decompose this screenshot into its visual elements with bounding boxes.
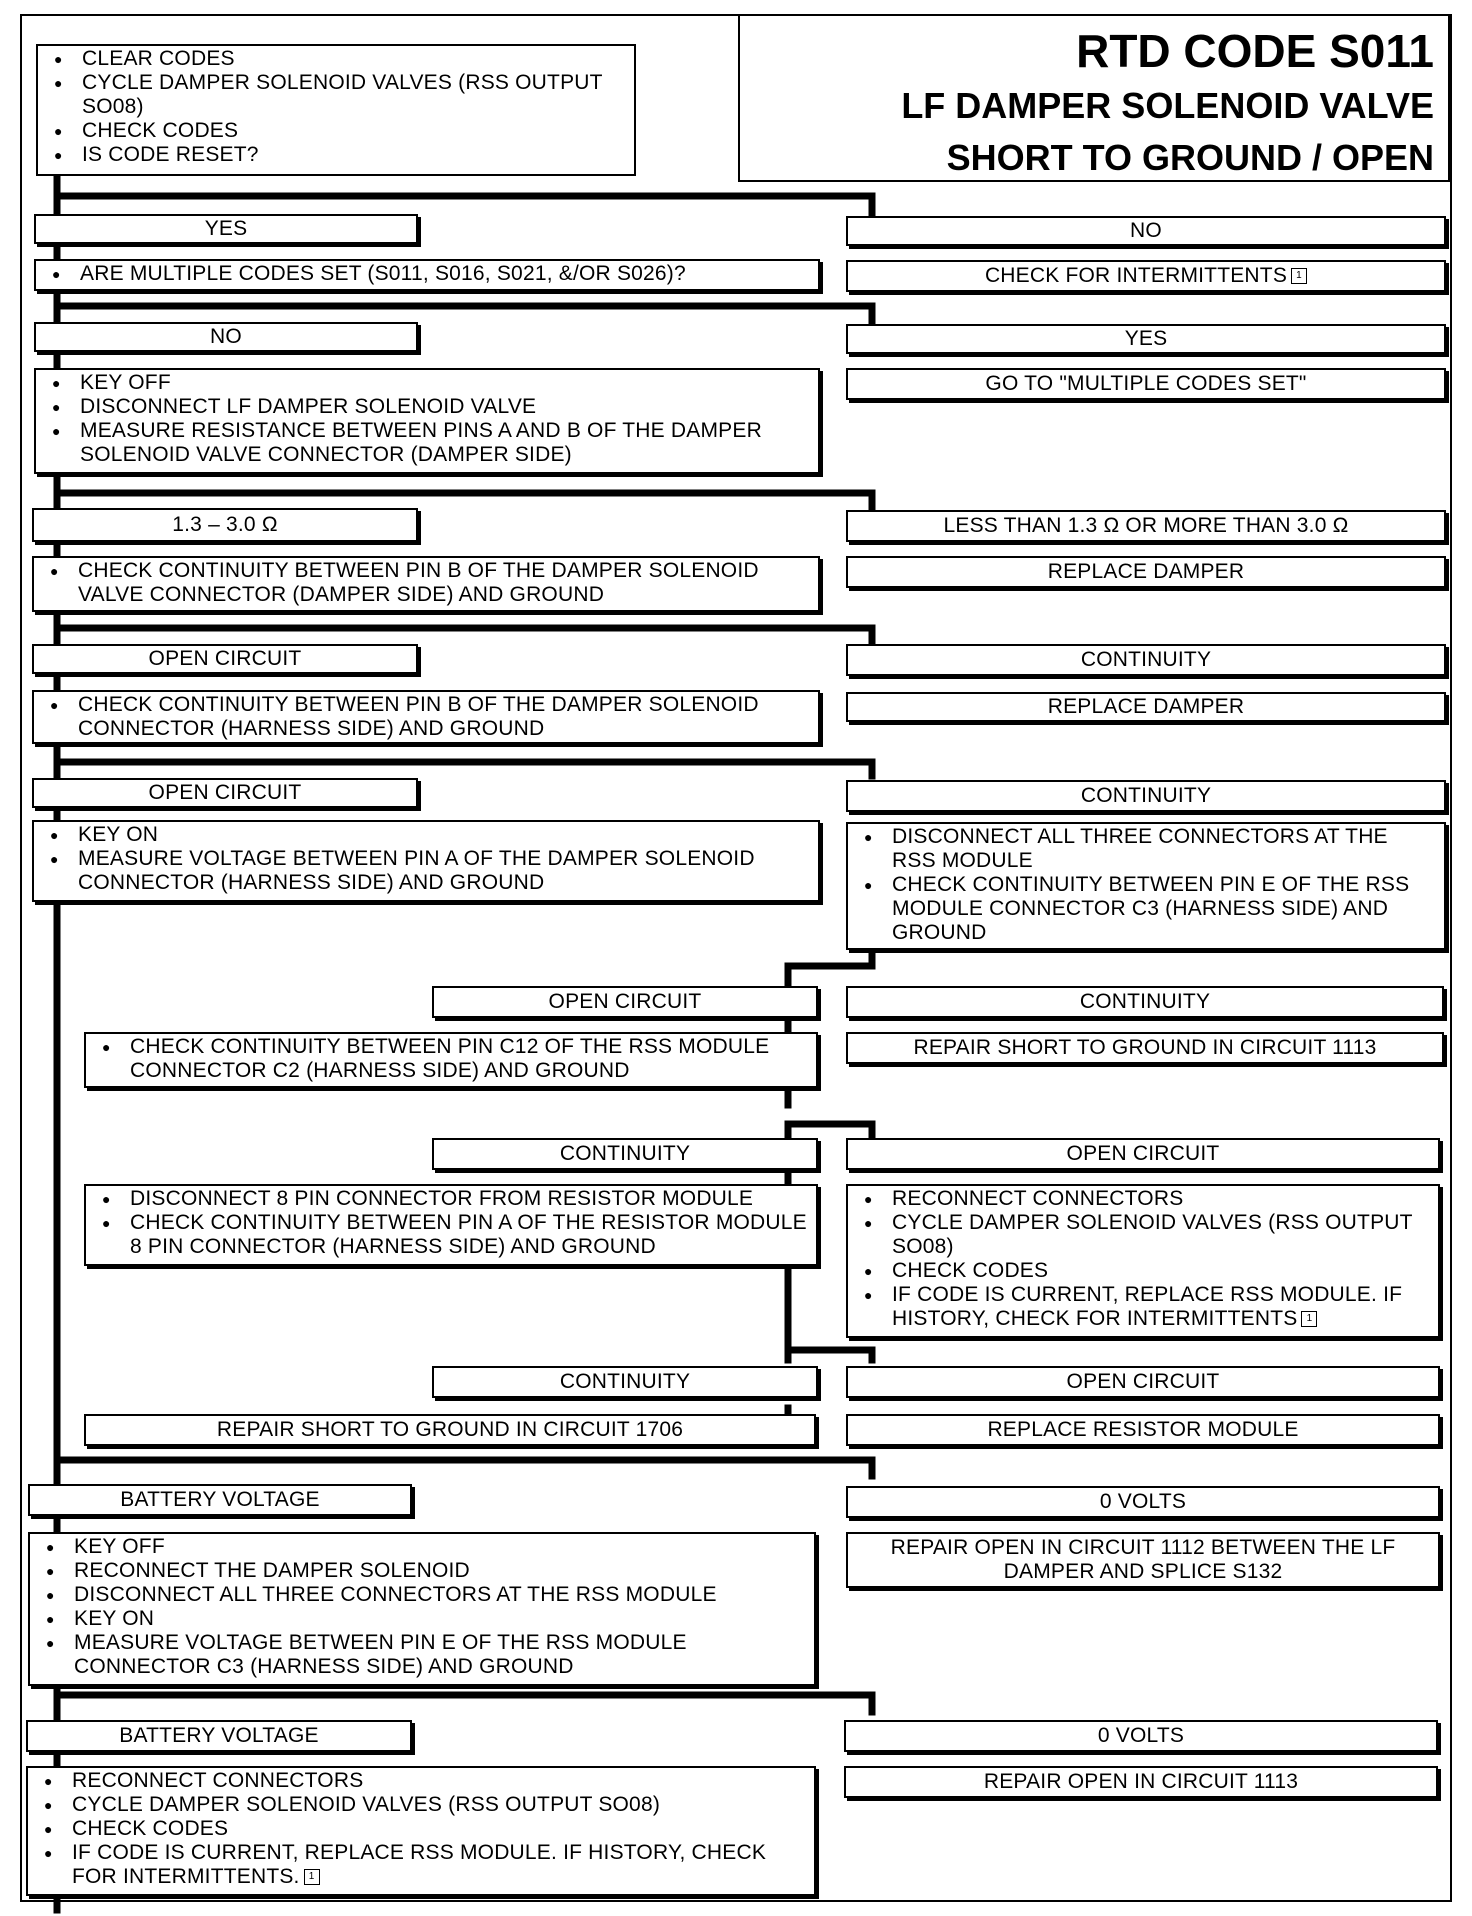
list-item: ● CHECK CODES: [48, 119, 626, 143]
label-yes-2: YES: [846, 324, 1446, 354]
label-continuity-2: CONTINUITY: [846, 780, 1446, 812]
list-item: ● DISCONNECT ALL THREE CONNECTORS AT THE RSS MODULE: [858, 825, 1436, 873]
label-continuity-4: CONTINUITY: [432, 1138, 818, 1170]
list-item: ● CHECK CODES: [38, 1817, 806, 1841]
step-measure-voltage-e: [28, 1532, 816, 1686]
label-yes-1: YES: [34, 214, 418, 244]
list-item: ● CHECK CONTINUITY BETWEEN PIN A OF THE RESISTOR MODULE 8 PIN CONNECTOR (HARNESS SIDE) AND GROUND: [96, 1211, 808, 1259]
title-component: LF DAMPER SOLENOID VALVE: [901, 85, 1434, 126]
step-check-pin-b-harness: [32, 690, 820, 744]
step-disconnect-rss: [846, 822, 1446, 950]
list-item: ● CYCLE DAMPER SOLENOID VALVES (RSS OUTPUT SO08): [48, 71, 626, 119]
list-item: ● KEY ON: [44, 823, 810, 847]
label-zero-volts-2: 0 VOLTS: [844, 1720, 1438, 1752]
list-item: [858, 1283, 1430, 1331]
branch-9: [57, 1460, 872, 1476]
list-item: ● MEASURE VOLTAGE BETWEEN PIN A OF THE DAMPER SOLENOID CONNECTOR (HARNESS SIDE) AND GROUND: [44, 847, 810, 895]
list-item: ● CHECK CODES: [858, 1259, 1430, 1283]
step-repair-open-1112: REPAIR OPEN IN CIRCUIT 1112 BETWEEN THE LF DAMPER AND SPLICE S132: [846, 1532, 1440, 1588]
note-1-icon: 1: [304, 1869, 320, 1885]
reconnect-b-last-text: IF CODE IS CURRENT, REPLACE RSS MODULE. IF HISTORY, CHECK FOR INTERMITTENTS.: [72, 1841, 767, 1888]
step-measure-voltage-a: [32, 820, 820, 902]
branch-10: [57, 1695, 872, 1712]
step-replace-resistor: REPLACE RESISTOR MODULE: [846, 1414, 1440, 1446]
step-reconnect-a: [846, 1184, 1440, 1338]
label-battery-voltage-2: BATTERY VOLTAGE: [26, 1720, 412, 1752]
step-replace-damper-2: REPLACE DAMPER: [846, 692, 1446, 722]
step-repair-short-1113: REPAIR SHORT TO GROUND IN CIRCUIT 1113: [846, 1032, 1444, 1064]
list-item: ● MEASURE RESISTANCE BETWEEN PINS A AND B OF THE DAMPER SOLENOID VALVE CONNECTOR (DAMPER SIDE): [46, 419, 810, 467]
label-no-1: NO: [846, 216, 1446, 246]
branch-2: [57, 306, 872, 322]
label-continuity-1: CONTINUITY: [846, 644, 1446, 676]
title-fault: SHORT TO GROUND / OPEN: [946, 137, 1434, 178]
list-item: ● CYCLE DAMPER SOLENOID VALVES (RSS OUTPUT SO08): [858, 1211, 1430, 1259]
step-replace-damper-1: REPLACE DAMPER: [846, 556, 1446, 588]
note-1-icon: 1: [1291, 268, 1307, 284]
check-intermittents-text: CHECK FOR INTERMITTENTS: [984, 264, 1288, 287]
list-item: ● DISCONNECT LF DAMPER SOLENOID VALVE: [46, 395, 810, 419]
label-continuity-3: CONTINUITY: [846, 986, 1444, 1018]
step-reconnect-b: [26, 1766, 816, 1896]
list-item: ● IS CODE RESET?: [48, 143, 626, 167]
label-open-circuit-5: OPEN CIRCUIT: [846, 1366, 1440, 1398]
branch-6: [788, 950, 872, 984]
reconnect-a-last-text: IF CODE IS CURRENT, REPLACE RSS MODULE. IF HISTORY, CHECK FOR INTERMITTENTS: [892, 1283, 1403, 1330]
list-item: ● DISCONNECT ALL THREE CONNECTORS AT THE RSS MODULE: [40, 1583, 806, 1607]
label-continuity-5: CONTINUITY: [432, 1366, 818, 1398]
label-open-circuit-3: OPEN CIRCUIT: [432, 986, 818, 1018]
list-item: ● CHECK CONTINUITY BETWEEN PIN C12 OF THE RSS MODULE CONNECTOR C2 (HARNESS SIDE) AND GROUND: [96, 1035, 808, 1083]
label-resistance-ok: 1.3 – 3.0 Ω: [32, 508, 418, 542]
step-check-pin-b-damper: [32, 556, 820, 612]
branch-7: [788, 1124, 872, 1136]
list-item: ● CLEAR CODES: [48, 47, 626, 71]
label-open-circuit-4: OPEN CIRCUIT: [846, 1138, 1440, 1170]
list-item: ● ARE MULTIPLE CODES SET (S011, S016, S021, &/OR S026)?: [46, 262, 810, 286]
list-item: ● RECONNECT THE DAMPER SOLENOID: [40, 1559, 806, 1583]
label-open-circuit-1: OPEN CIRCUIT: [32, 644, 418, 674]
label-resistance-bad: LESS THAN 1.3 Ω OR MORE THAN 3.0 Ω: [846, 510, 1446, 542]
list-item: ● MEASURE VOLTAGE BETWEEN PIN E OF THE RSS MODULE CONNECTOR C3 (HARNESS SIDE) AND GROUND: [40, 1631, 806, 1679]
list-item: ● RECONNECT CONNECTORS: [858, 1187, 1430, 1211]
branch-8: [788, 1350, 872, 1360]
label-zero-volts-1: 0 VOLTS: [846, 1486, 1440, 1518]
step-repair-open-1113: REPAIR OPEN IN CIRCUIT 1113: [844, 1766, 1438, 1798]
step-goto-multiple: GO TO "MULTIPLE CODES SET": [846, 368, 1446, 400]
step-check-c12: [84, 1032, 818, 1088]
list-item: ● KEY ON: [40, 1607, 806, 1631]
branch-1: [57, 196, 872, 214]
label-no-2: NO: [34, 322, 418, 352]
step-repair-short-1706: REPAIR SHORT TO GROUND IN CIRCUIT 1706: [84, 1414, 816, 1446]
step-resistor-module: [84, 1184, 818, 1266]
list-item: ● RECONNECT CONNECTORS: [38, 1769, 806, 1793]
list-item: ● KEY OFF: [46, 371, 810, 395]
title-box: [738, 14, 1450, 182]
label-open-circuit-2: OPEN CIRCUIT: [32, 778, 418, 808]
step-measure-resistance: [34, 368, 820, 474]
title-code: RTD CODE S011: [1076, 25, 1434, 77]
list-item: ● CHECK CONTINUITY BETWEEN PIN B OF THE DAMPER SOLENOID VALVE CONNECTOR (DAMPER SIDE) AND GROUND: [44, 559, 810, 607]
step-check-intermittents: [846, 260, 1446, 292]
branch-4: [57, 628, 872, 642]
list-item: ● KEY OFF: [40, 1535, 806, 1559]
list-item: ● CYCLE DAMPER SOLENOID VALVES (RSS OUTPUT SO08): [38, 1793, 806, 1817]
step-start: [36, 44, 636, 176]
branch-5: [57, 762, 872, 776]
label-battery-voltage-1: BATTERY VOLTAGE: [28, 1484, 412, 1516]
note-1-icon: 1: [1301, 1311, 1317, 1327]
list-item: ● DISCONNECT 8 PIN CONNECTOR FROM RESISTOR MODULE: [96, 1187, 808, 1211]
list-item: [38, 1841, 806, 1889]
branch-3: [57, 493, 872, 508]
list-item: ● CHECK CONTINUITY BETWEEN PIN E OF THE RSS MODULE CONNECTOR C3 (HARNESS SIDE) AND GROUND: [858, 873, 1436, 945]
step-multiple-codes: [34, 259, 820, 291]
list-item: ● CHECK CONTINUITY BETWEEN PIN B OF THE DAMPER SOLENOID CONNECTOR (HARNESS SIDE) AND GROUND: [44, 693, 810, 741]
